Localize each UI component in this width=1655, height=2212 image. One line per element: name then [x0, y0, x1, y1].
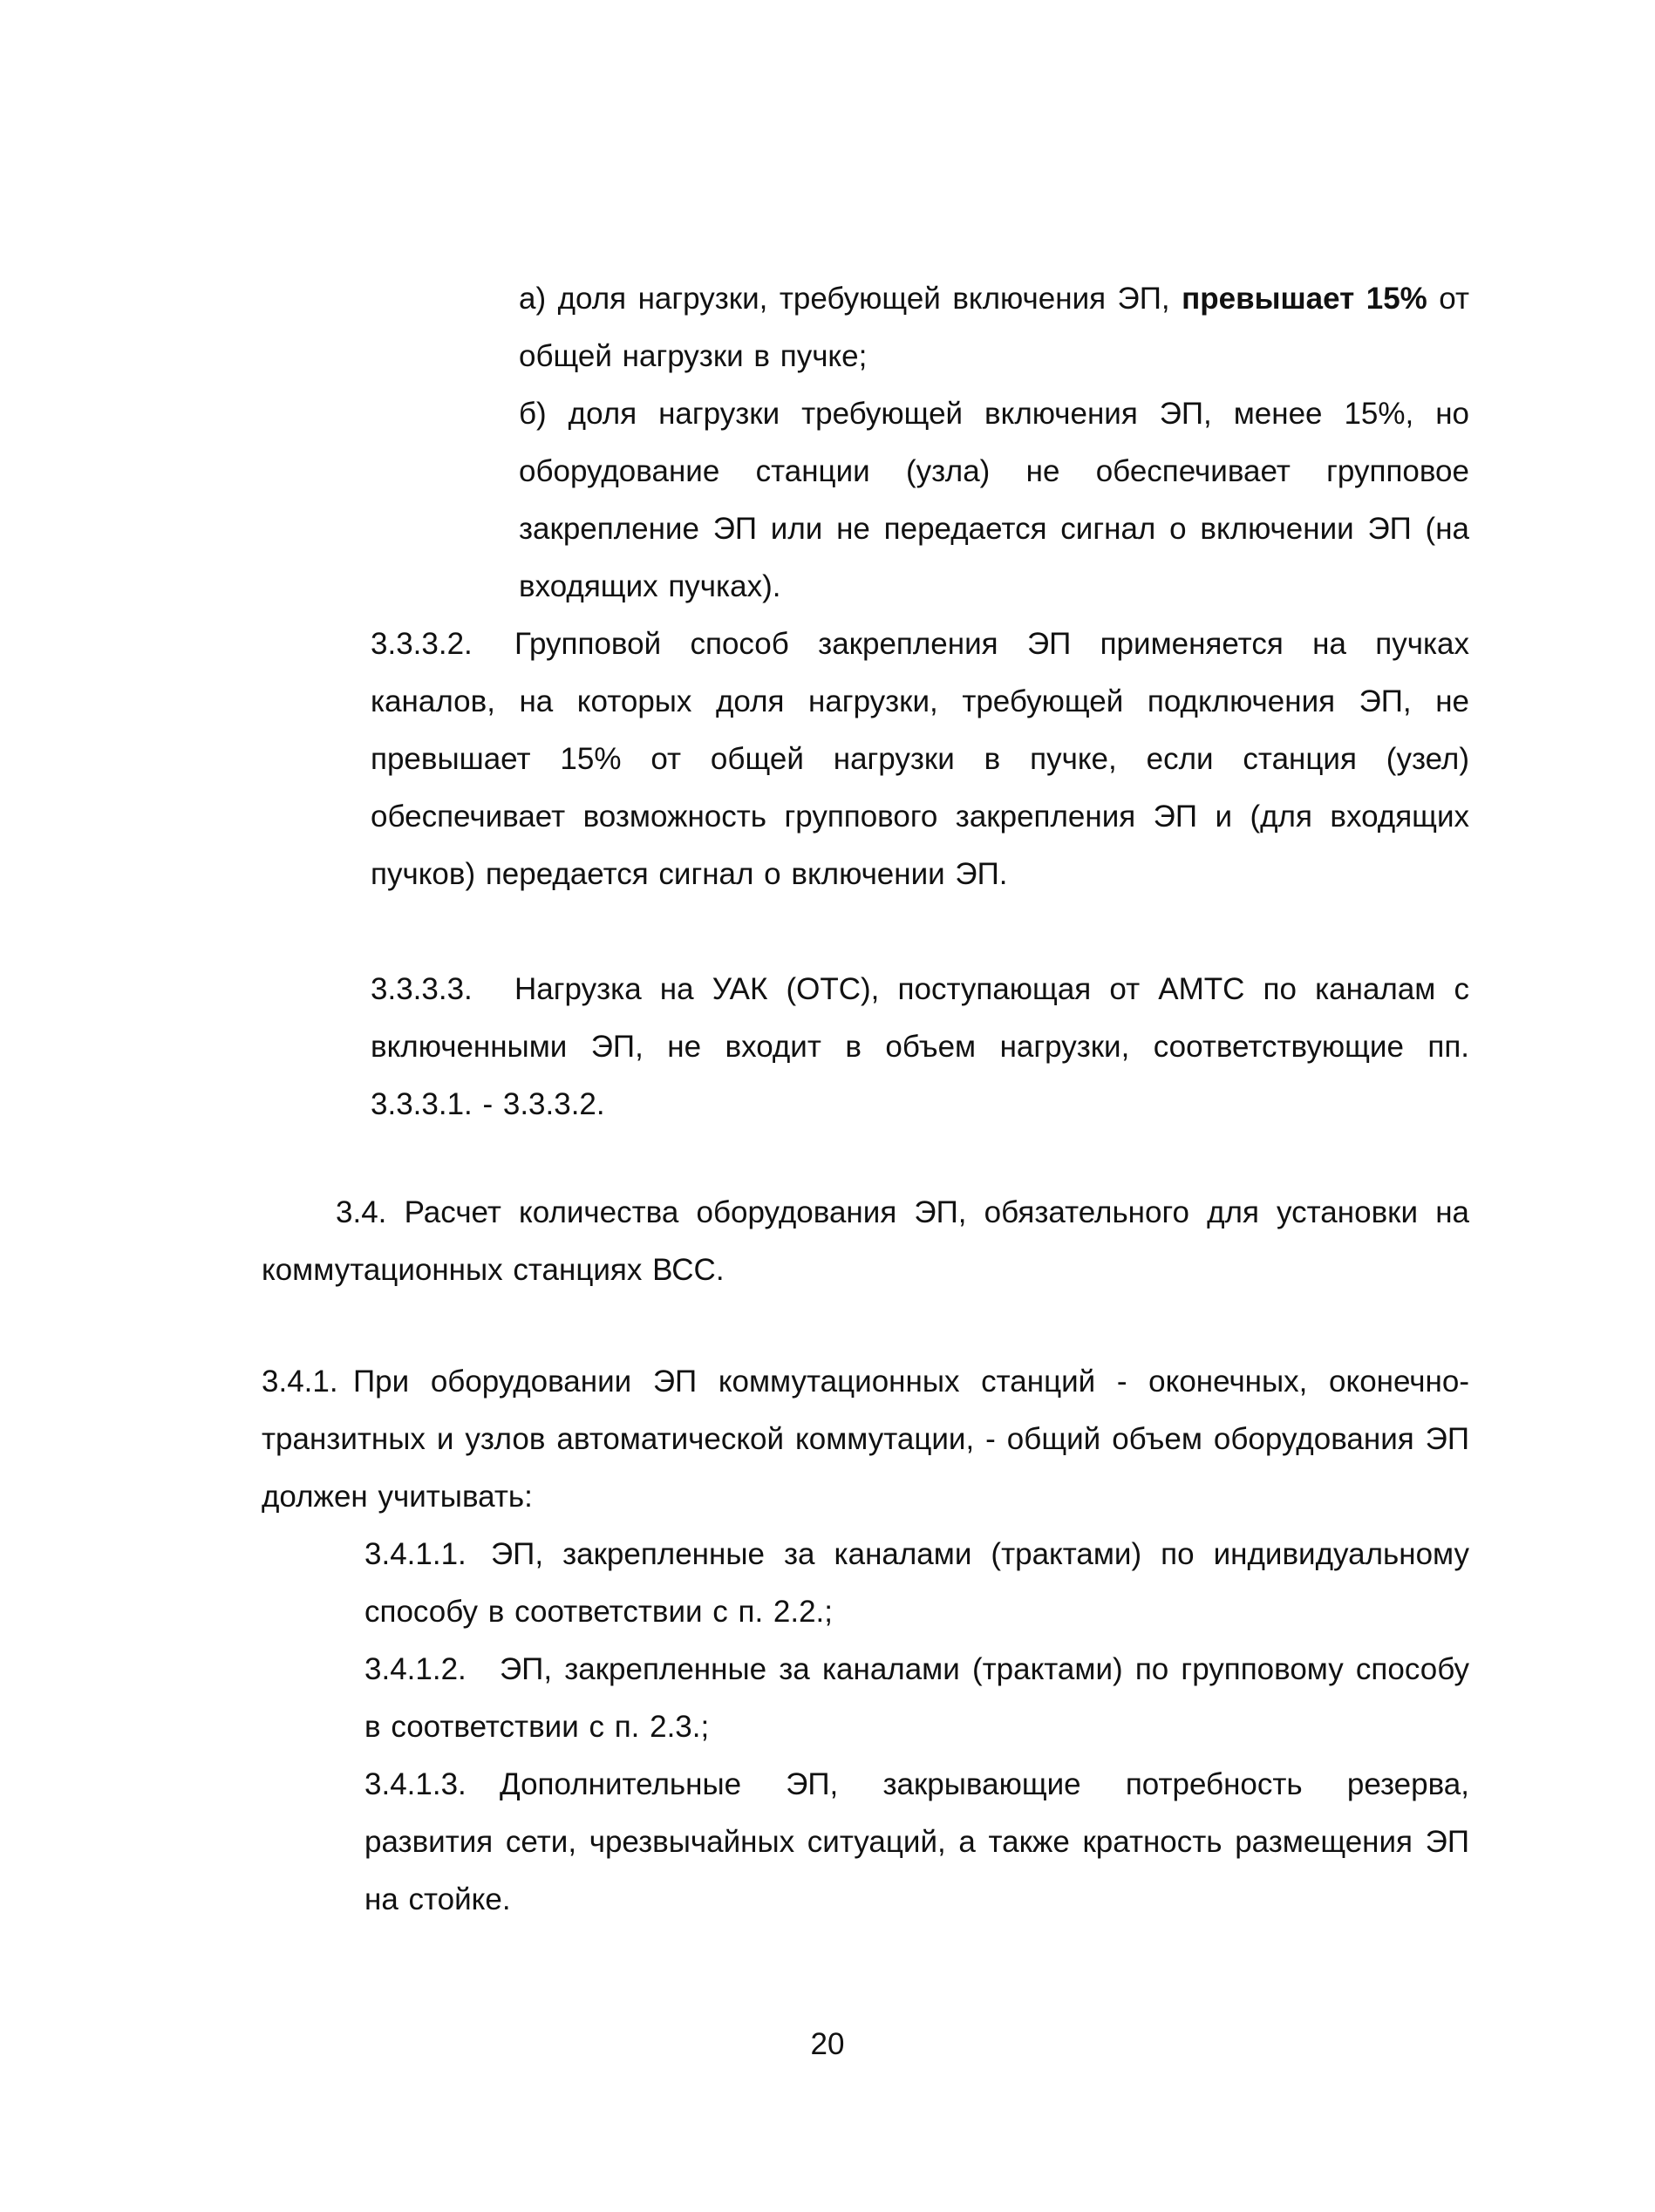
section-3-4-title: Расчет количества оборудования ЭП, обязательного для установки на коммутационных станциях ВСС. — [262, 1195, 1469, 1287]
section-3-3-3-2-body: Групповой способ закрепления ЭП применяется на пучках каналов, на которых доля нагрузки, требующей подключения ЭП, не превышает 15% от общей нагрузки в пучке, если станция (узел) обеспечивает возможность группового закрепления ЭП и (для входящих пучков) передается сигнал о включении ЭП. — [371, 627, 1469, 891]
section-number-3-4-1-2: 3.4.1.2. — [364, 1652, 467, 1686]
section-text-3-4-1-2 — [364, 1641, 1469, 1756]
section-number-3-3-3-2: 3.3.3.2. — [371, 627, 473, 661]
section-number-3-4-1-3: 3.4.1.3. — [364, 1767, 467, 1801]
section-number-3-3-3-3: 3.3.3.3. — [371, 972, 473, 1006]
section-text-3-3-3-2 — [371, 616, 1469, 903]
section-text-3-3-3-3 — [371, 961, 1469, 1133]
section-number-3-4-1-1: 3.4.1.1. — [364, 1537, 467, 1571]
section-3-4-1-2-body: ЭП, закрепленные за каналами (трактами) по групповому способу в соответствии с п. 2.3.; — [364, 1652, 1469, 1744]
list-item-a — [519, 270, 1469, 385]
section-3-4-1-3-body: Дополнительные ЭП, закрывающие потребность резерва, развития сети, чрезвычайных ситуаций, а также кратность размещения ЭП на стойке. — [364, 1767, 1469, 1916]
item-a-bold-text: превышает 15% — [1182, 282, 1427, 316]
list-item-b — [519, 385, 1469, 616]
section-3-3-3-3-body: Нагрузка на УАК (ОТС), поступающая от АМТС по каналам с включенными ЭП, не входит в объем нагрузки, соответствующие пп. 3.3.3.1. - 3.3.3.2. — [371, 972, 1469, 1121]
section-3-4-1-body: При оборудовании ЭП коммутационных станций - оконечных, оконечно-транзитных и узлов автоматической коммутации, - общий объем оборудования ЭП должен учитывать: — [262, 1365, 1469, 1514]
section-number-3-4-1: 3.4.1. — [262, 1365, 338, 1399]
page-number: 20 — [810, 2027, 845, 2061]
item-b-text: б) доля нагрузки требующей включения ЭП, менее 15%, но оборудование станции (узла) не обеспечивает групповое закрепление ЭП или не передается сигнал о включении ЭП (на входящих пучках). — [519, 397, 1469, 603]
item-a-text: а) доля нагрузки, требующей включения ЭП, — [519, 282, 1182, 316]
section-text-3-4-1-3 — [364, 1756, 1469, 1929]
section-3-4-1-1-body: ЭП, закрепленные за каналами (трактами) по индивидуальному способу в соответствии с п. 2.2.; — [364, 1537, 1469, 1629]
section-text-3-4-1-1 — [364, 1526, 1469, 1641]
item-a-text-after: от общей нагрузки в пучке; — [519, 282, 1470, 373]
section-3-4-number: 3.4. — [336, 1195, 387, 1229]
section-heading-3-4 — [262, 1184, 1469, 1299]
section-text-3-4-1 — [262, 1353, 1469, 1526]
